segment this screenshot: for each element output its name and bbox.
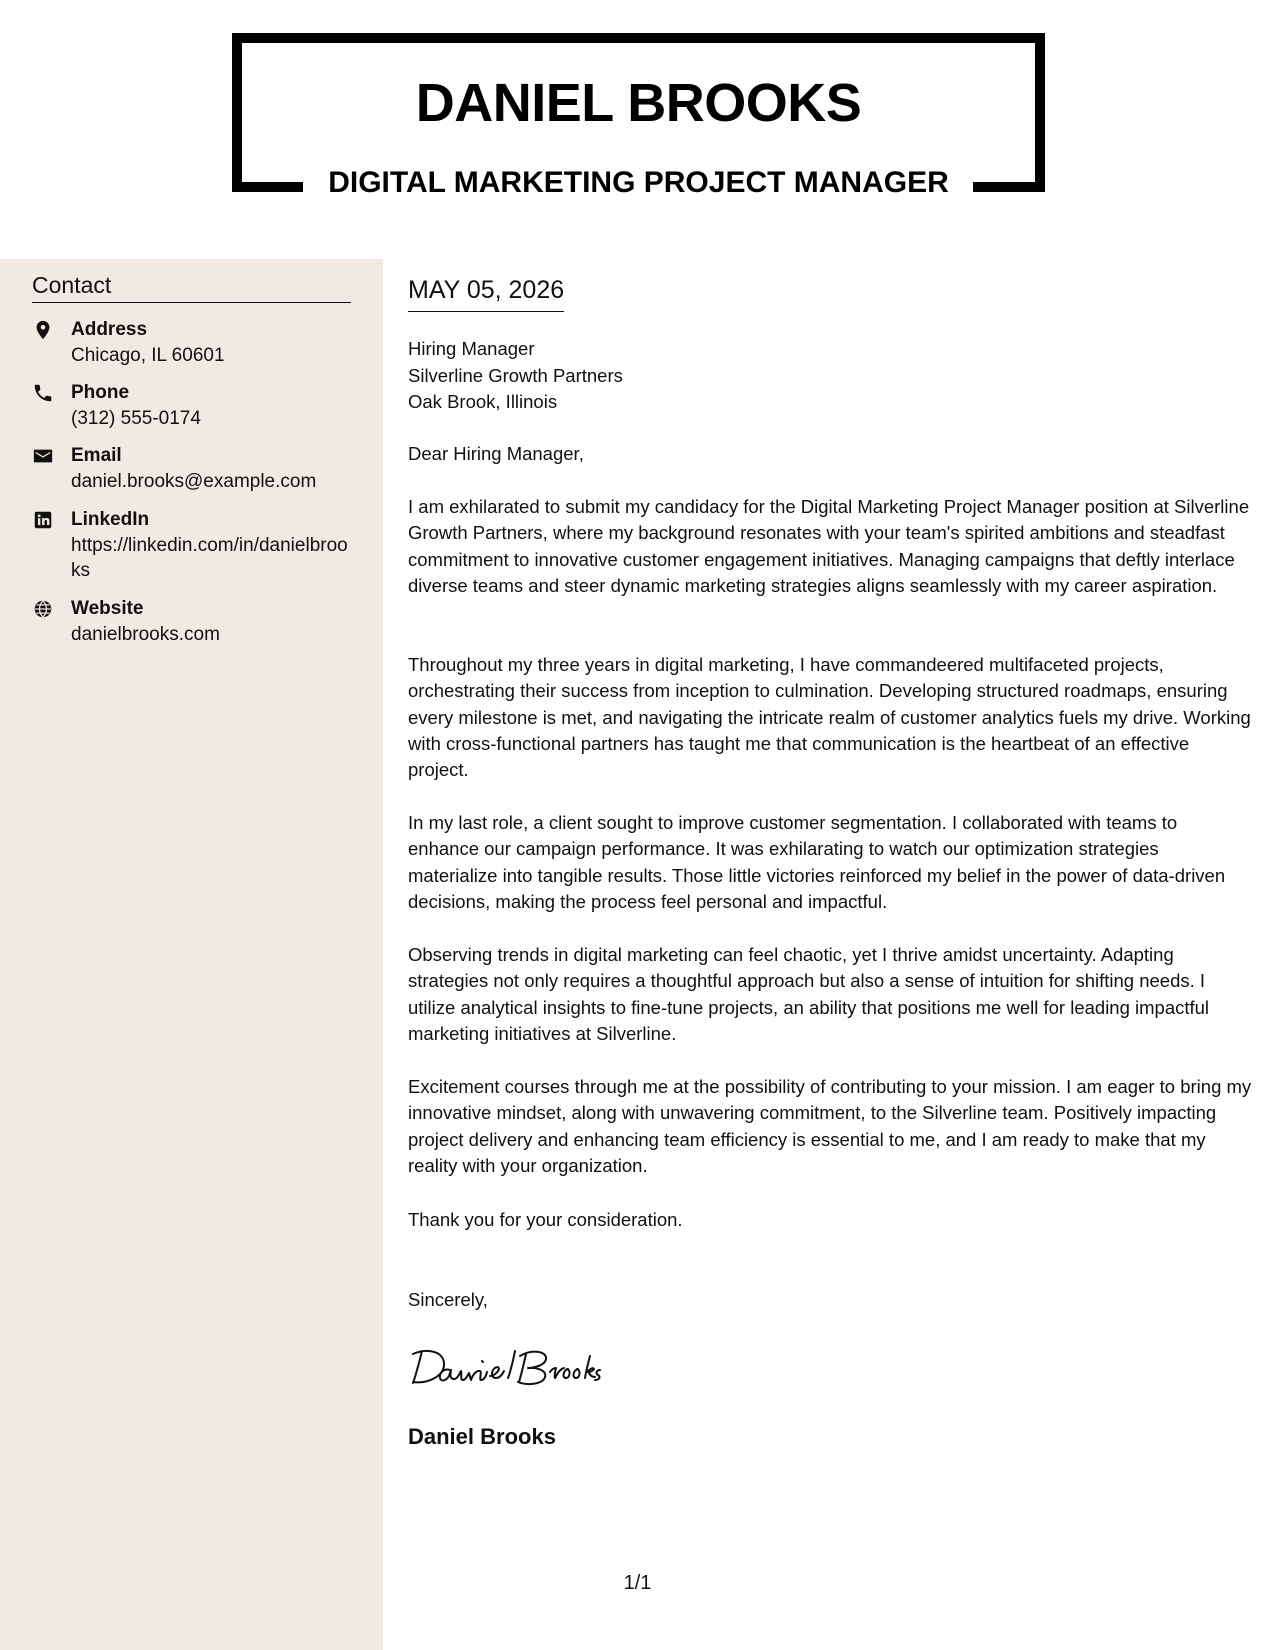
body-paragraph: I am exhilarated to submit my candidacy for the Digital Marketing Project Manager position at Silverline Growth Partners, where my background resonates with your team's spirited ambitions and steadfast commitment to innovative customer engagement initiatives. Managing campaigns that deftly interlace diverse teams and steer dynamic marketing strategies aligns seamlessly with my career aspiration. bbox=[408, 496, 1250, 596]
map-pin-icon bbox=[32, 319, 54, 341]
applicant-name: DANIEL BROOKS bbox=[415, 73, 862, 133]
thanks-line: Thank you for your consideration. bbox=[408, 1209, 683, 1230]
contact-value: Chicago, IL 60601 bbox=[71, 345, 225, 366]
signer-name: Daniel Brooks bbox=[408, 1424, 556, 1449]
contact-sidebar bbox=[0, 259, 383, 1650]
signature-image bbox=[408, 1342, 638, 1390]
contact-heading: Contact bbox=[32, 272, 351, 303]
recipient-block bbox=[408, 336, 623, 416]
body-paragraph: In my last role, a client sought to improve customer segmentation. I collaborated with teams to enhance our campaign performance. It was exhilarating to watch our optimization strategies materialize into tangible results. Those little victories reinforced my belief in the power of data-driven decisions, making the process feel personal and impactful. bbox=[408, 812, 1226, 912]
letter-date: MAY 05, 2026 bbox=[408, 276, 564, 312]
contact-label: Website bbox=[71, 598, 144, 619]
recipient-line: Oak Brook, Illinois bbox=[408, 391, 558, 412]
contact-value: (312) 555-0174 bbox=[71, 408, 201, 429]
recipient-line: Silverline Growth Partners bbox=[408, 364, 623, 386]
email-link[interactable]: daniel.brooks@example.com bbox=[71, 471, 317, 492]
contact-label: LinkedIn bbox=[71, 509, 150, 530]
contact-label: Email bbox=[71, 445, 122, 466]
body-paragraph: Observing trends in digital marketing can feel chaotic, yet I thrive amidst uncertainty. Adapting strategies not only requires a thoughtful approach but also a sense of intuition for shifting needs. I utilize analytical insights to fine-tune projects, an ability that positions me well for leading impactful marketing initiatives at Silverline. bbox=[408, 944, 1210, 1044]
job-title: DIGITAL MARKETING PROJECT MANAGER bbox=[328, 166, 949, 199]
closing: Sincerely, bbox=[408, 1289, 488, 1310]
phone-icon bbox=[32, 382, 54, 404]
linkedin-link[interactable]: https://linkedin.com/in/danielbrooks bbox=[71, 535, 348, 581]
globe-icon bbox=[32, 598, 54, 620]
contact-label: Address bbox=[71, 319, 148, 340]
contact-label: Phone bbox=[71, 382, 130, 403]
salutation: Dear Hiring Manager, bbox=[408, 443, 584, 464]
envelope-icon bbox=[32, 445, 54, 467]
body-paragraph: Throughout my three years in digital marketing, I have commandeered multifaceted projects, orchestrating their success from inception to culmination. Developing structured roadmaps, ensuring every milestone is met, and navigating the intricate realm of customer analytics fuels my drive. Working with cross-functional partners has taught me that communication is the heartbeat of an effective project. bbox=[408, 654, 1251, 781]
recipient-line: Hiring Manager bbox=[408, 338, 535, 359]
website-link[interactable]: danielbrooks.com bbox=[71, 624, 220, 645]
body-paragraph: Excitement courses through me at the possibility of contributing to your mission. I am eager to bring my innovative mindset, along with unwavering commitment, to the Silverline team. Positively impacting project delivery and enhancing team efficiency is essential to me, and I am ready to make that my reality with your organization. bbox=[408, 1076, 1252, 1176]
linkedin-icon bbox=[32, 509, 54, 531]
page-number: 1/1 bbox=[623, 1572, 652, 1594]
